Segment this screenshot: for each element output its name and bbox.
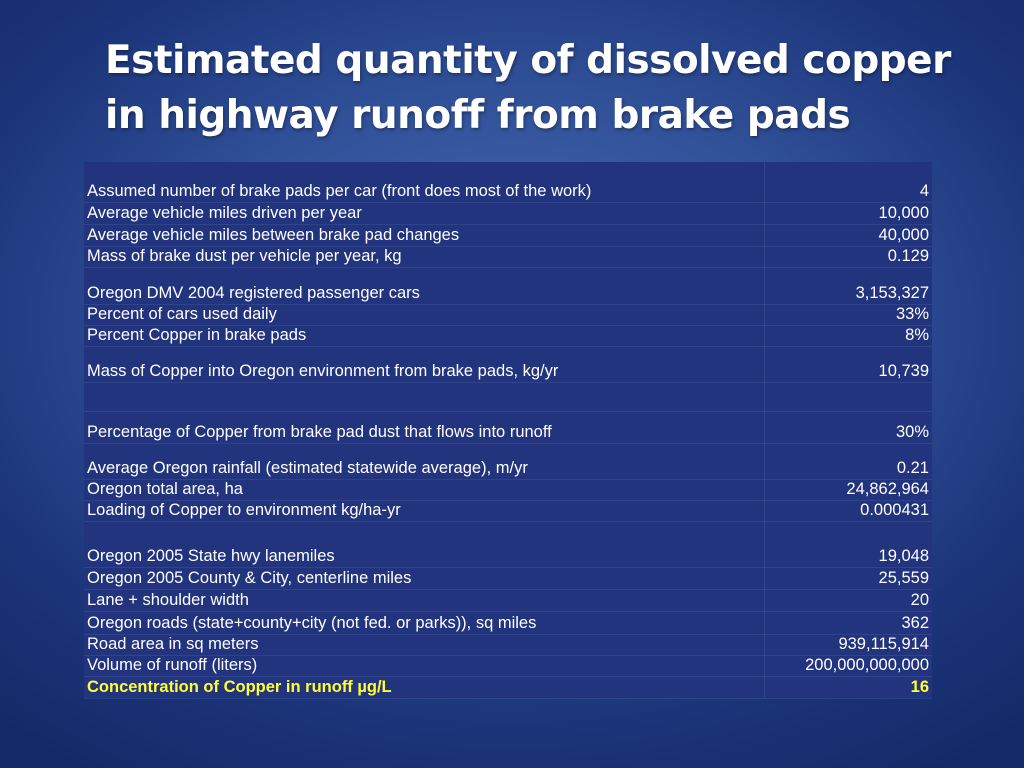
copper-estimate-table xyxy=(84,162,932,698)
row-label: Oregon DMV 2004 registered passenger cars xyxy=(87,284,420,302)
row-value: 20 xyxy=(910,591,929,609)
row-label: Assumed number of brake pads per car (front does most of the work) xyxy=(87,182,592,200)
table-row xyxy=(84,612,932,634)
row-value: 0.129 xyxy=(887,247,929,265)
slide-title-line-2: in highway runoff from brake pads xyxy=(105,93,851,138)
table-row xyxy=(84,589,932,611)
row-label: Oregon roads (state+county+city (not fed. or parks)), sq miles xyxy=(87,614,537,632)
row-label: Lane + shoulder width xyxy=(87,591,249,609)
table-row xyxy=(84,324,932,346)
table-row xyxy=(84,421,932,443)
table-row xyxy=(84,457,932,479)
row-label: Average vehicle miles between brake pad changes xyxy=(87,226,460,244)
row-value: 33% xyxy=(895,305,929,323)
row-value: 362 xyxy=(901,614,929,632)
row-label: Average Oregon rainfall (estimated statewide average), m/yr xyxy=(87,459,528,477)
row-label: Percentage of Copper from brake pad dust that flows into runoff xyxy=(87,423,552,441)
table-row-result xyxy=(84,676,932,698)
row-label: Percent of cars used daily xyxy=(87,305,277,323)
row-value: 939,115,914 xyxy=(838,635,929,653)
row-label: Oregon 2005 County & City, centerline miles xyxy=(87,569,412,587)
row-label: Percent Copper in brake pads xyxy=(87,326,307,344)
row-value: 25,559 xyxy=(878,569,929,587)
table-row xyxy=(84,545,932,567)
result-value: 16 xyxy=(910,678,929,696)
table-row xyxy=(84,633,932,655)
row-label: Volume of runoff (liters) xyxy=(87,656,258,674)
table-row xyxy=(84,303,932,325)
row-value: 8% xyxy=(905,326,929,344)
table-row xyxy=(84,567,932,589)
row-label: Oregon 2005 State hwy lanemiles xyxy=(87,547,335,565)
table-row xyxy=(84,478,932,500)
row-label: Mass of Copper into Oregon environment from brake pads, kg/yr xyxy=(87,362,559,380)
row-label: Oregon total area, ha xyxy=(87,480,243,498)
row-label: Road area in sq meters xyxy=(87,635,259,653)
table-row xyxy=(84,499,932,521)
table-row xyxy=(84,360,932,382)
row-value: 10,739 xyxy=(878,362,929,380)
row-value: 19,048 xyxy=(878,547,929,565)
table-row xyxy=(84,282,932,304)
row-value: 200,000,000,000 xyxy=(805,656,929,674)
row-value: 40,000 xyxy=(878,226,929,244)
row-value: 0.000431 xyxy=(860,501,929,519)
row-value: 4 xyxy=(919,182,929,200)
table-row xyxy=(84,202,932,224)
row-value: 24,862,964 xyxy=(846,480,929,498)
row-value: 30% xyxy=(895,423,929,441)
row-label: Average vehicle miles driven per year xyxy=(87,204,362,222)
slide-title-line-1: Estimated quantity of dissolved copper xyxy=(105,38,951,83)
row-value: 0.21 xyxy=(896,459,929,477)
row-value: 3,153,327 xyxy=(855,284,929,302)
table-row xyxy=(84,224,932,246)
table-row xyxy=(84,654,932,676)
row-value: 10,000 xyxy=(878,204,929,222)
row-label: Loading of Copper to environment kg/ha-yr xyxy=(87,501,401,519)
table-row xyxy=(84,245,932,267)
slide-title xyxy=(105,33,985,143)
row-label: Mass of brake dust per vehicle per year, kg xyxy=(87,247,402,265)
table-row xyxy=(84,180,932,202)
result-label: Concentration of Copper in runoff µg/L xyxy=(87,678,392,696)
table-row-empty xyxy=(84,389,932,411)
